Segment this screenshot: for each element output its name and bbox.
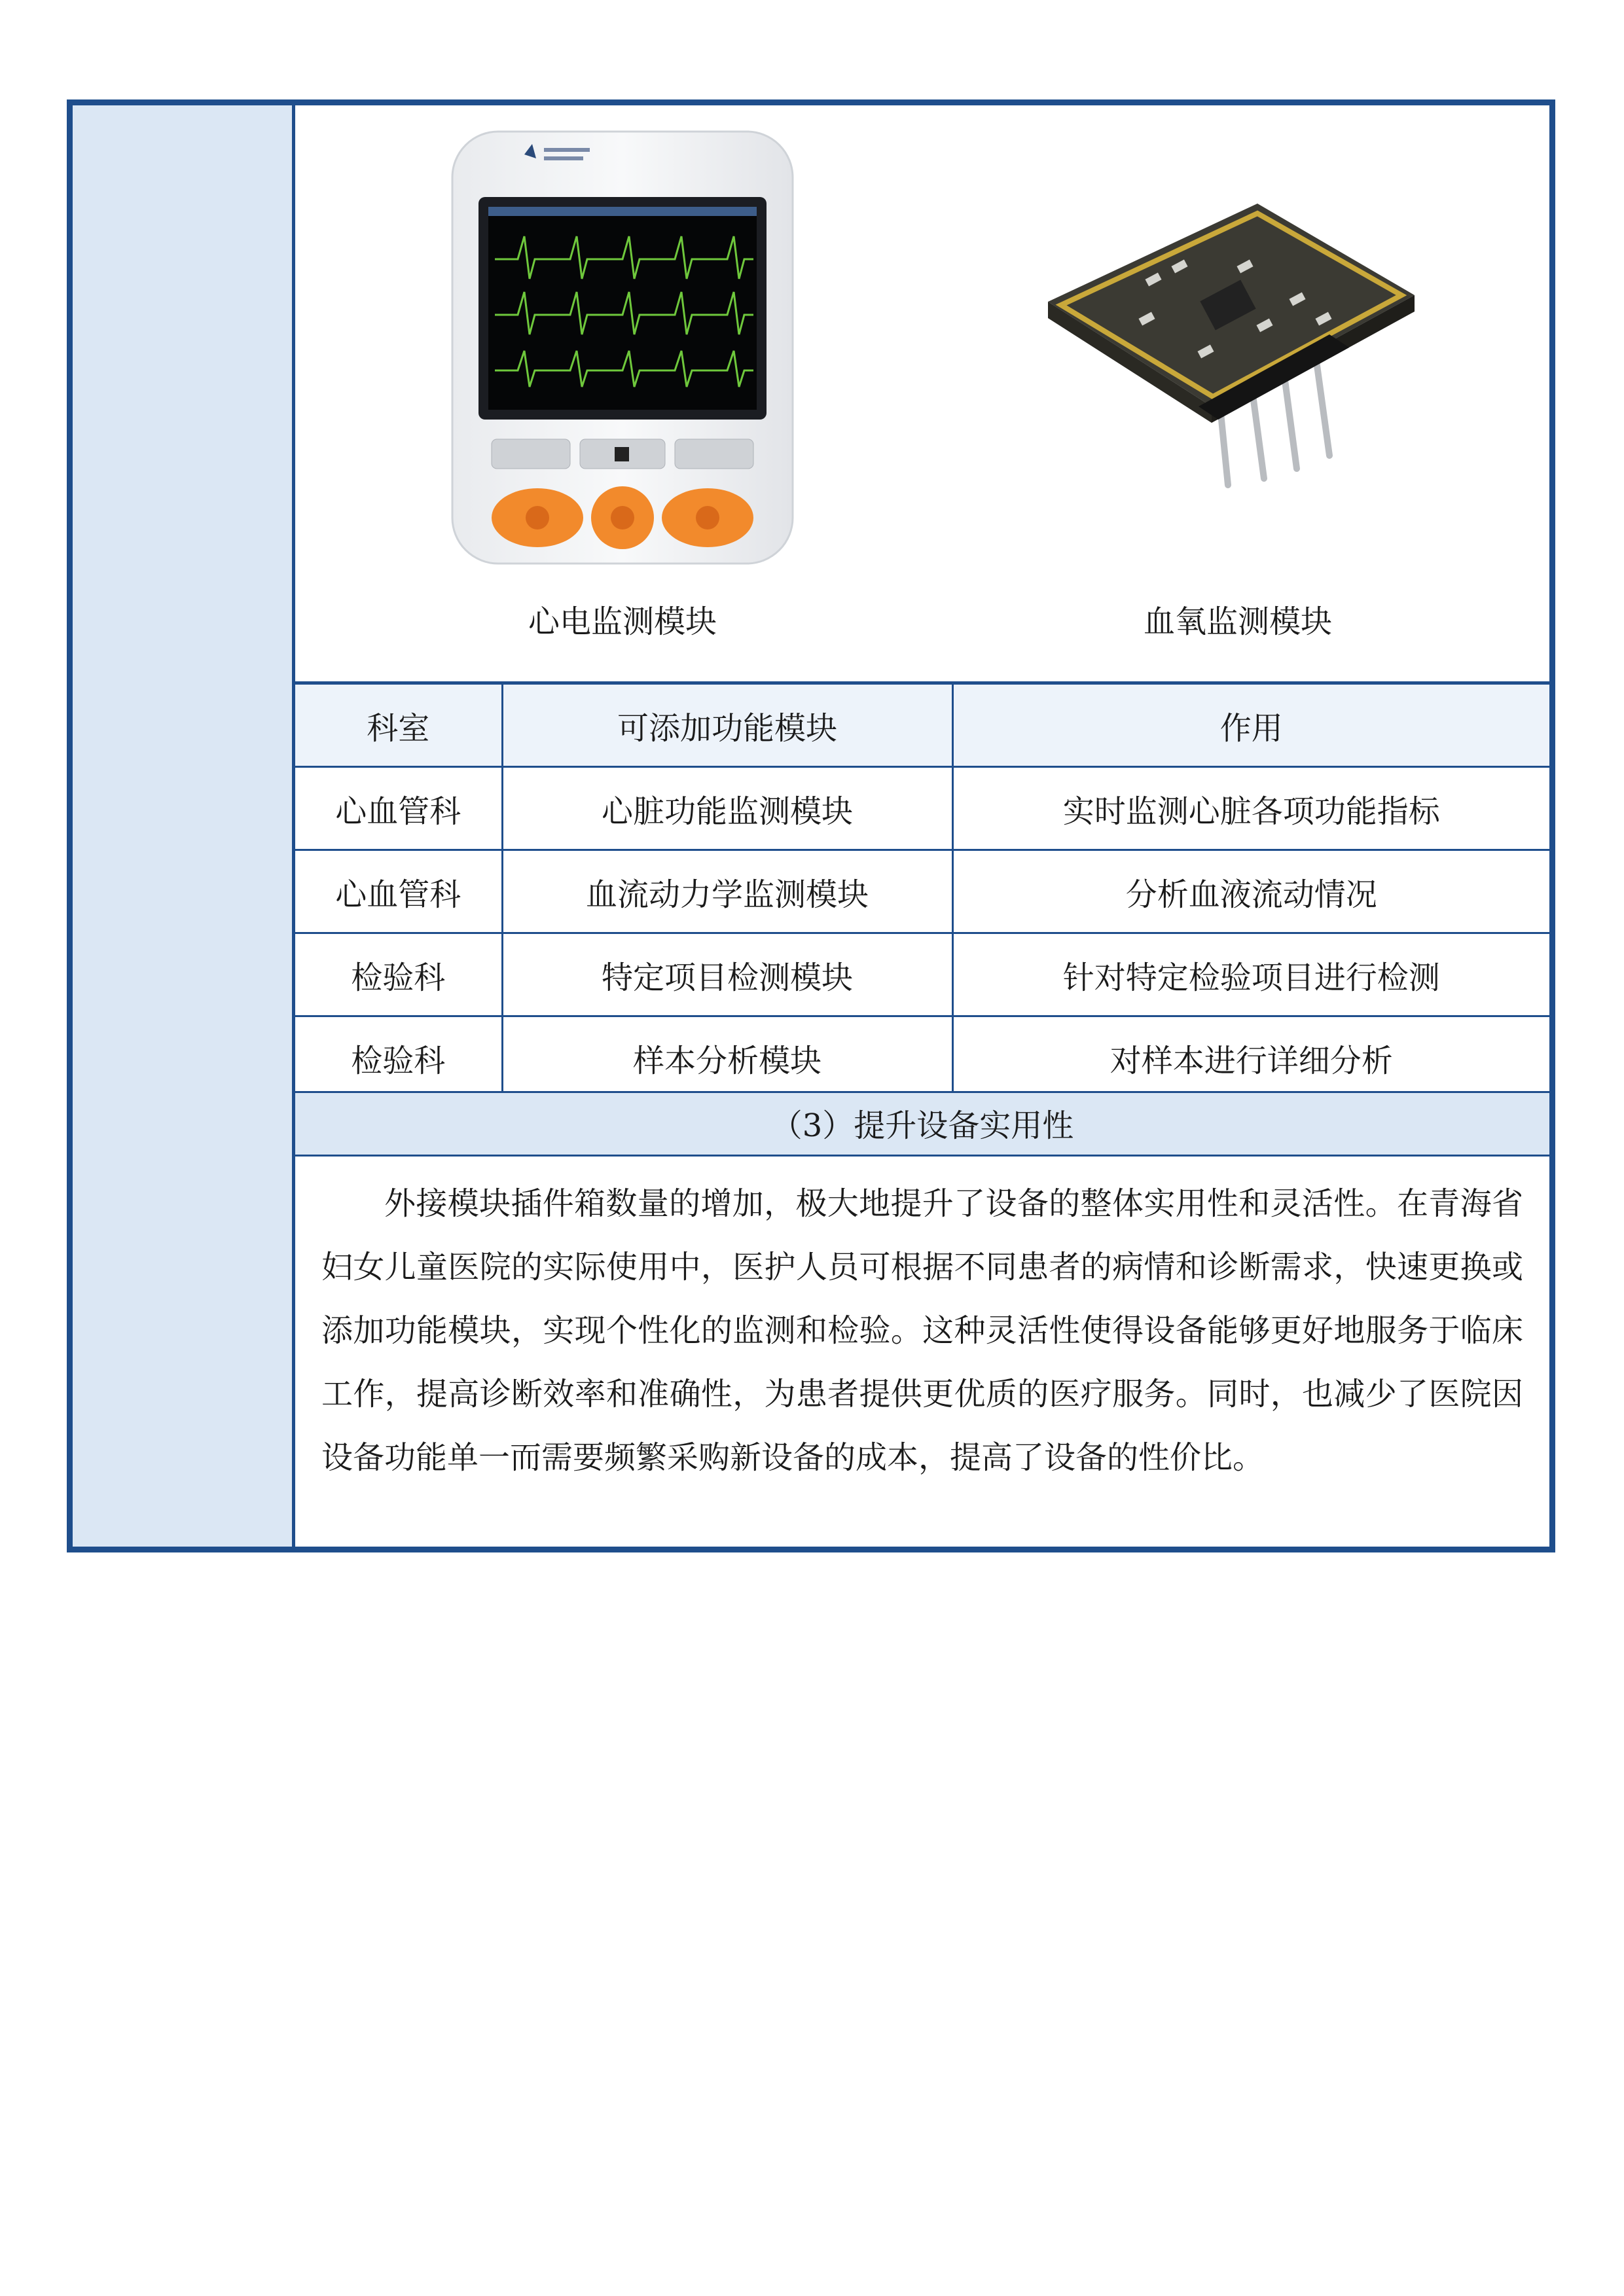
left-column: [73, 105, 295, 1547]
cell-department: 检验科: [295, 1016, 502, 1100]
table-header-row: [295, 683, 1549, 767]
ecg-caption: 心电监测模块: [528, 603, 717, 640]
cell-function: 对样本进行详细分析: [952, 1016, 1549, 1100]
cell-department: 心血管科: [295, 767, 502, 850]
table-row: [295, 767, 1549, 850]
header-department: 科室: [295, 683, 502, 767]
module-table: [295, 681, 1549, 1100]
spo2-caption: 血氧监测模块: [1143, 603, 1332, 640]
section-title: （3）提升设备实用性: [295, 1091, 1549, 1157]
document-frame: [67, 99, 1555, 1552]
section-paragraph: 外接模块插件箱数量的增加，极大地提升了设备的整体实用性和灵活性。在青海省妇女儿童医院的实际使用中，医护人员可根据不同患者的病情和诊断需求，快速更换或添加功能模块，实现个性化的监测和检验。这种灵活性使得设备能够更好地服务于临床工作，提高诊断效率和准确性，为患者提供更优质的医疗服务。同时，也减少了医院因设备功能单一而需要频繁采购新设备的成本，提高了设备的性价比。: [321, 1185, 1523, 1476]
photo-area: [295, 105, 1549, 681]
cell-function: 实时监测心脏各项功能指标: [952, 767, 1549, 850]
table-row: [295, 933, 1549, 1016]
table-row: [295, 850, 1549, 933]
cell-module: 心脏功能监测模块: [502, 767, 952, 850]
cell-department: 心血管科: [295, 850, 502, 933]
cell-function: 针对特定检验项目进行检测: [952, 933, 1549, 1016]
spo2-module-image: [1041, 190, 1421, 498]
cell-department: 检验科: [295, 933, 502, 1016]
content-column: [295, 105, 1549, 1547]
cell-module: 特定项目检测模块: [502, 933, 952, 1016]
cell-function: 分析血液流动情况: [952, 850, 1549, 933]
cell-module: 血流动力学监测模块: [502, 850, 952, 933]
ecg-device-image: [439, 125, 806, 583]
table-row: [295, 1016, 1549, 1100]
cell-module: 样本分析模块: [502, 1016, 952, 1100]
header-function: 作用: [952, 683, 1549, 767]
header-module: 可添加功能模块: [502, 683, 952, 767]
